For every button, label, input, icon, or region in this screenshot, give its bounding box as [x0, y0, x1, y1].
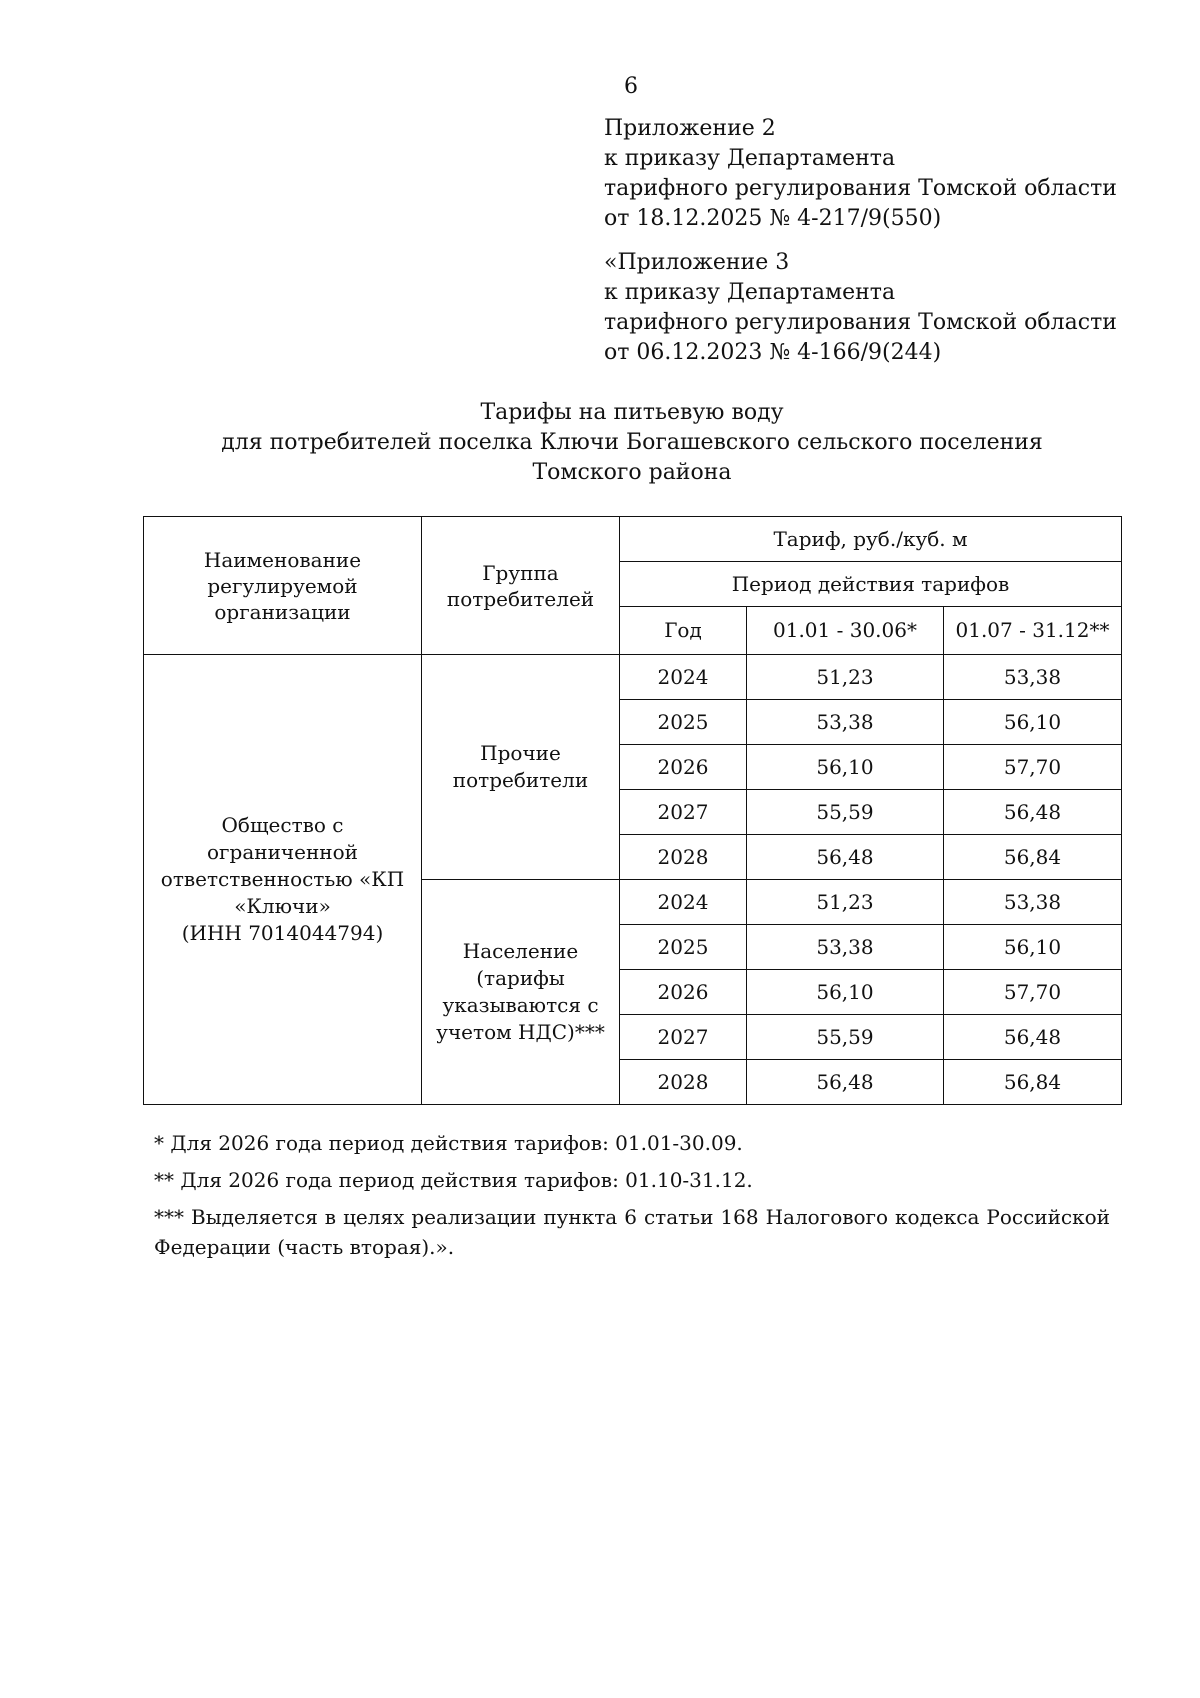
tariff-table — [143, 516, 1122, 1105]
tariff-h2-cell: 53,38 — [944, 655, 1122, 700]
year-cell: 2028 — [620, 835, 747, 880]
tariff-h2-cell: 56,84 — [944, 1060, 1122, 1105]
year-cell: 2028 — [620, 1060, 747, 1105]
title-line: Тарифы на питьевую воду — [480, 400, 784, 425]
tariff-h1-cell: 51,23 — [747, 655, 944, 700]
appendix-3-line: к приказу Департамента — [604, 280, 896, 305]
appendix-3-line: от 06.12.2023 № 4-166/9(244) — [604, 340, 942, 365]
appendix-3-line: «Приложение 3 — [604, 250, 790, 275]
title-line: для потребителей поселка Ключи Богашевского сельского поселения — [221, 430, 1043, 455]
tariff-h1-cell: 56,10 — [747, 745, 944, 790]
tariff-h2-cell: 57,70 — [944, 970, 1122, 1015]
group-population: Население (тарифы указываются с учетом НДС)*** — [422, 880, 620, 1105]
tariff-h1-cell: 56,48 — [747, 1060, 944, 1105]
tariff-h2-cell: 57,70 — [944, 745, 1122, 790]
tariff-h2-cell: 56,84 — [944, 835, 1122, 880]
appendix-2-block — [604, 114, 1124, 234]
tariff-h2-cell: 56,10 — [944, 925, 1122, 970]
tariff-h2-cell: 56,10 — [944, 700, 1122, 745]
tariff-h2-cell: 53,38 — [944, 880, 1122, 925]
footnote: ** Для 2026 года период действия тарифов: 01.10-31.12. — [154, 1168, 753, 1192]
header-organization: Наименование регулируемой организации — [144, 517, 422, 655]
header-year: Год — [620, 607, 747, 655]
header-second-half: 01.07 - 31.12** — [944, 607, 1122, 655]
appendix-3-line: тарифного регулирования Томской области — [604, 310, 1117, 335]
appendix-2-line: тарифного регулирования Томской области — [604, 176, 1117, 201]
tariff-h2-cell: 56,48 — [944, 790, 1122, 835]
header-consumer-group: Группа потребителей — [422, 517, 620, 655]
footnote: *** Выделяется в целях реализации пункта 6 статьи 168 Налогового кодекса Российской Федерации (часть вторая).». — [154, 1205, 1110, 1259]
year-cell: 2027 — [620, 1015, 747, 1060]
document-title — [143, 398, 1121, 488]
year-cell: 2025 — [620, 925, 747, 970]
header-period: Период действия тарифов — [620, 562, 1122, 607]
year-cell: 2024 — [620, 880, 747, 925]
appendix-2-line: к приказу Департамента — [604, 146, 896, 171]
year-cell: 2025 — [620, 700, 747, 745]
page-number: 6 — [624, 74, 638, 99]
tariff-h1-cell: 56,48 — [747, 835, 944, 880]
appendix-3-block — [604, 248, 1124, 368]
appendix-2-line: Приложение 2 — [604, 116, 776, 141]
header-first-half: 01.01 - 30.06* — [747, 607, 944, 655]
year-cell: 2024 — [620, 655, 747, 700]
footnotes — [154, 1128, 1110, 1269]
appendix-2-line: от 18.12.2025 № 4-217/9(550) — [604, 206, 942, 231]
tariff-h1-cell: 51,23 — [747, 880, 944, 925]
tariff-h1-cell: 56,10 — [747, 970, 944, 1015]
tariff-h1-cell: 55,59 — [747, 1015, 944, 1060]
footnote: * Для 2026 года период действия тарифов: 01.01-30.09. — [154, 1131, 743, 1155]
tariff-h1-cell: 53,38 — [747, 925, 944, 970]
tariff-h1-cell: 55,59 — [747, 790, 944, 835]
year-cell: 2026 — [620, 970, 747, 1015]
header-tariff: Тариф, руб./куб. м — [620, 517, 1122, 562]
tariff-h1-cell: 53,38 — [747, 700, 944, 745]
organization-name-cell: Общество с ограниченной ответственностью «КП «Ключи» (ИНН 7014044794) — [144, 655, 422, 1105]
title-line: Томского района — [532, 460, 732, 485]
tariff-h2-cell: 56,48 — [944, 1015, 1122, 1060]
year-cell: 2027 — [620, 790, 747, 835]
year-cell: 2026 — [620, 745, 747, 790]
group-other-consumers: Прочие потребители — [422, 655, 620, 880]
